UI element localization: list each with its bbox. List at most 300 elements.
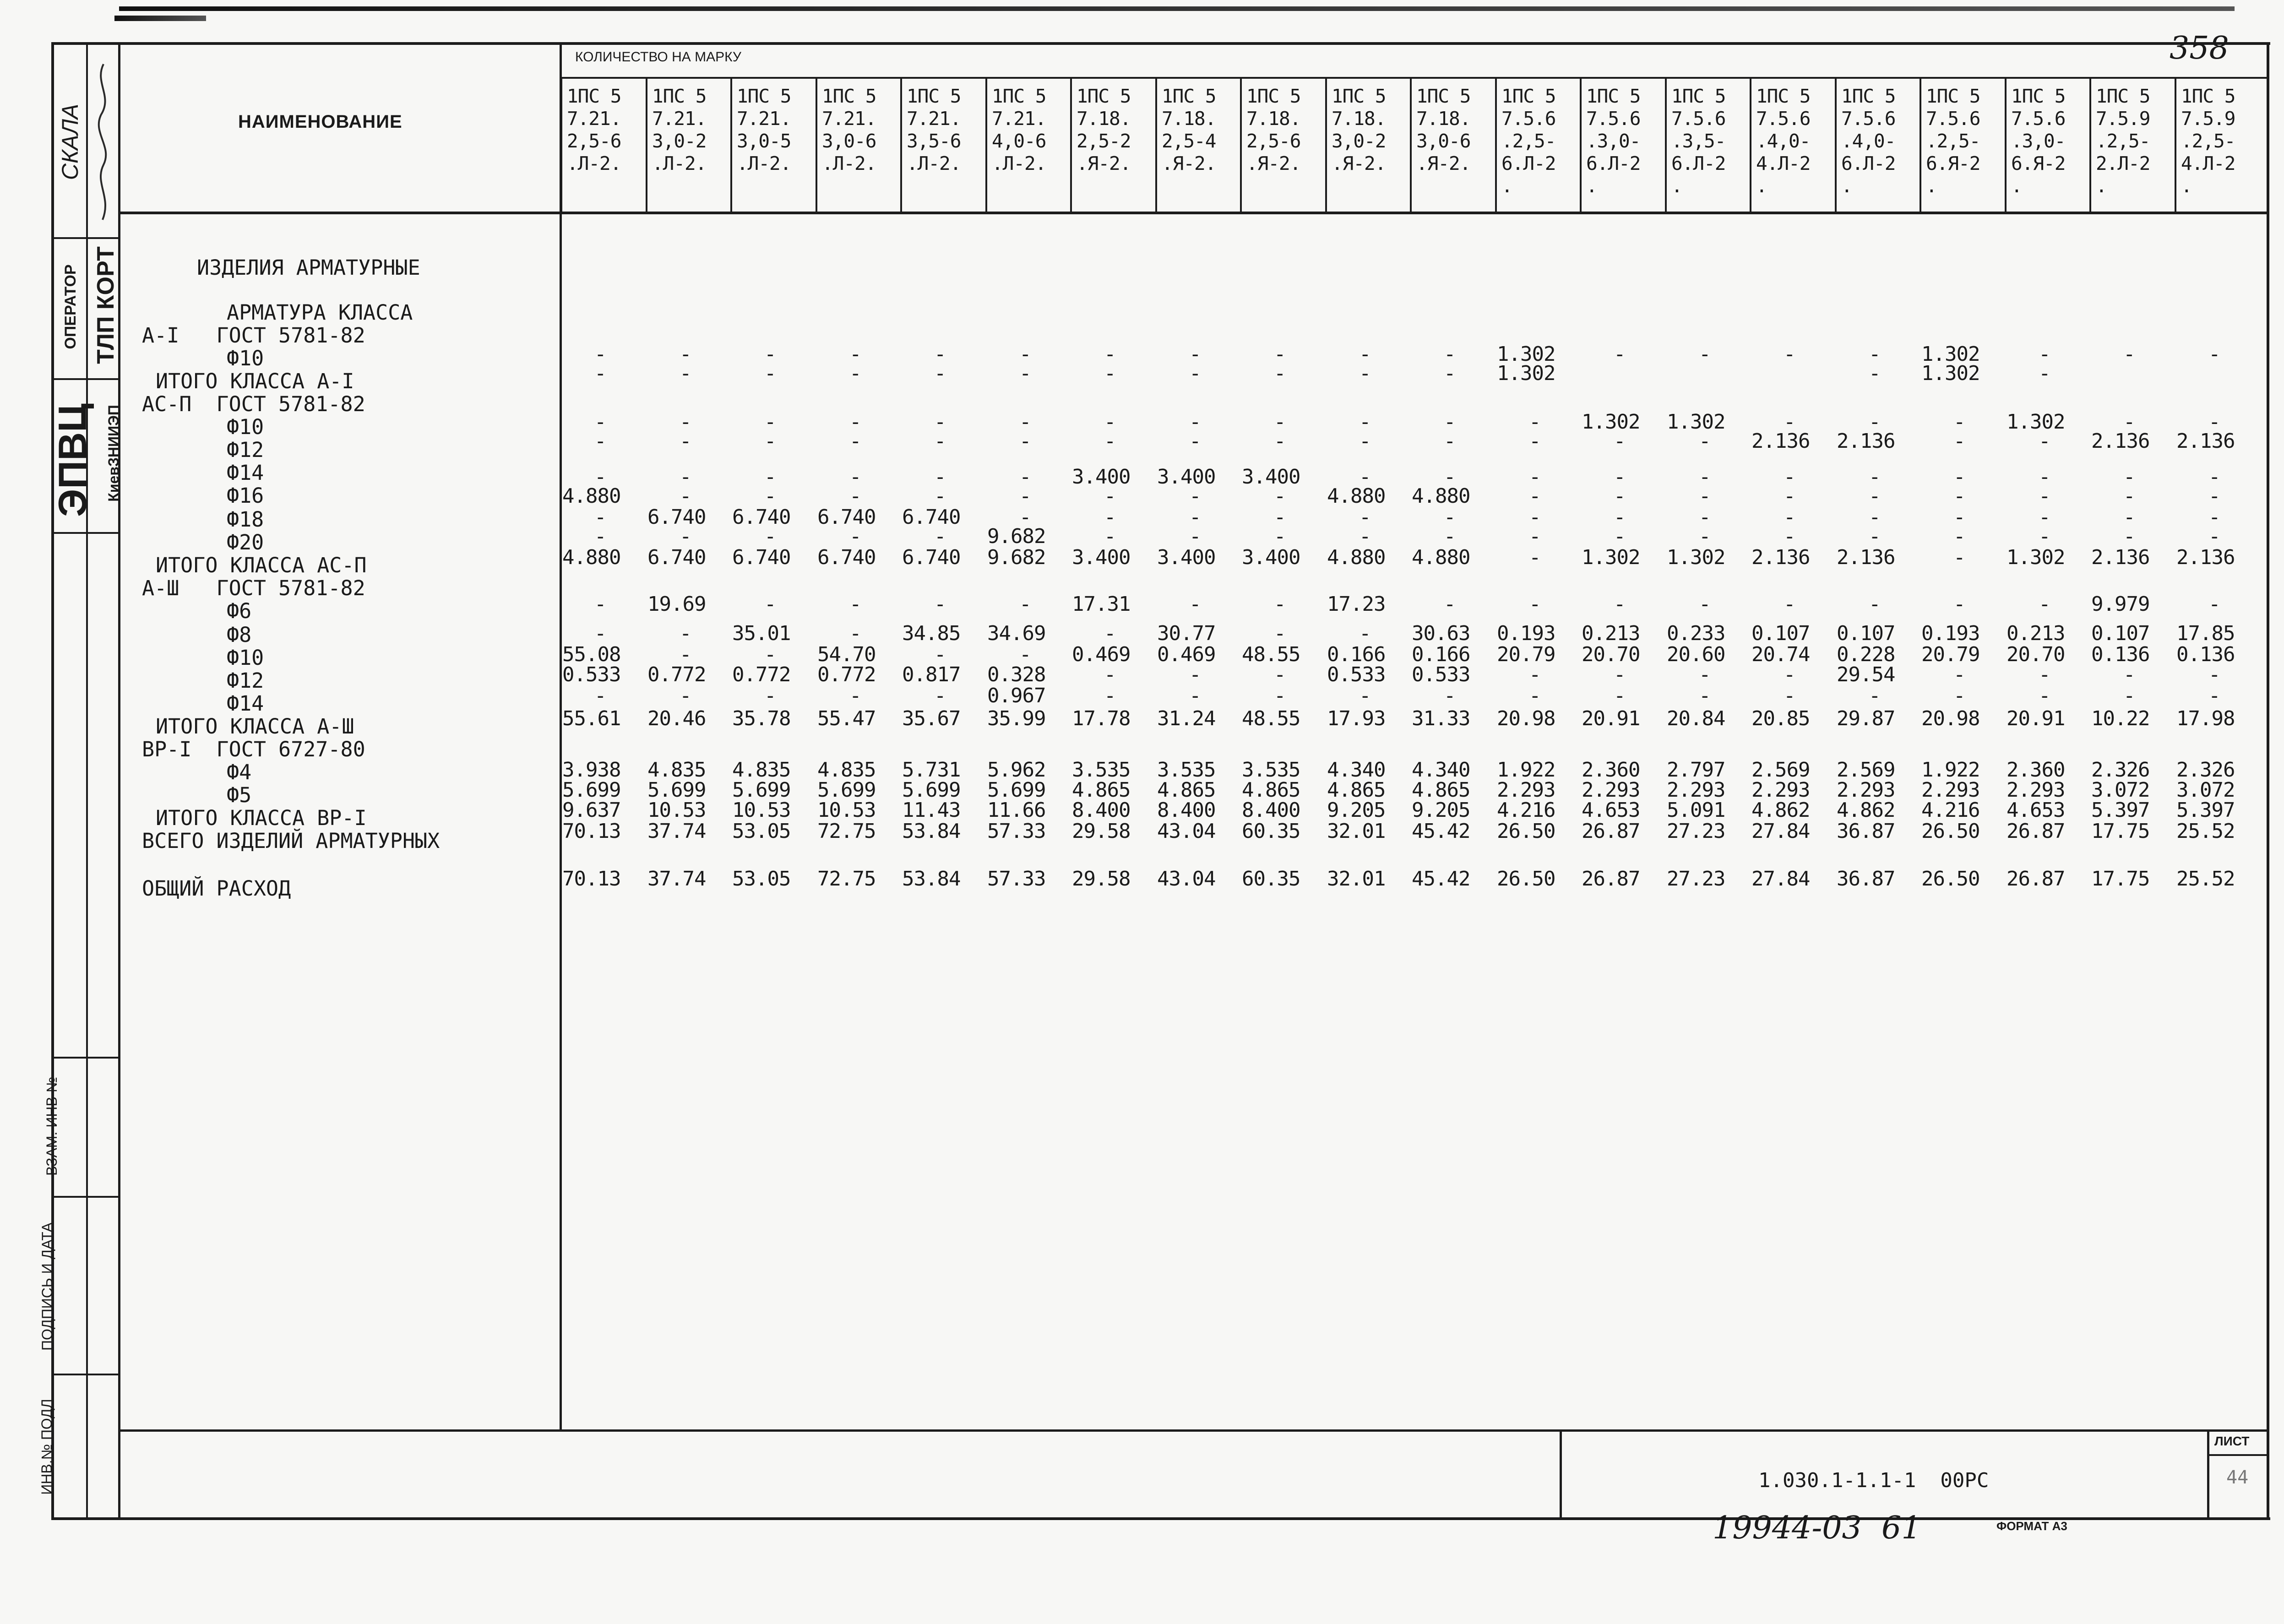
table-cell: -: [1529, 546, 1541, 569]
table-cell: 2.136: [2176, 429, 2235, 453]
column-header-line: 7.21.: [652, 108, 707, 130]
table-cell: 1.302: [1667, 546, 1725, 569]
table-cell: -: [2039, 663, 2050, 686]
table-cell: -: [2039, 505, 2050, 529]
table-cell: -: [1869, 525, 1881, 548]
column-header-line: .3,0-: [1586, 130, 1641, 152]
table-cell: 2.293: [1921, 778, 1980, 802]
table-cell: 1.302: [1921, 342, 1980, 366]
table-cell: 2.136: [1837, 429, 1895, 453]
table-cell: 5.397: [2176, 798, 2235, 822]
scan-top-edge-left: [114, 16, 206, 21]
row-label: Ф6: [227, 599, 252, 623]
list-box-left: [2207, 1429, 2209, 1520]
table-cell: 0.533: [1412, 663, 1470, 686]
table-cell: 2.293: [1667, 778, 1725, 802]
table-cell: -: [1189, 342, 1201, 366]
table-cell: 6.740: [902, 505, 961, 529]
row-label: А-I ГОСТ 5781-82: [142, 323, 365, 348]
table-cell: 1.922: [1497, 758, 1555, 782]
column-header: [985, 79, 1071, 212]
table-cell: -: [1274, 410, 1286, 434]
table-cell: -: [1359, 342, 1371, 366]
table-cell: 17.31: [1072, 592, 1131, 616]
column-header-line: 7.5.6: [1671, 108, 1726, 130]
table-cell: 17.85: [2176, 622, 2235, 645]
table-cell: -: [2123, 525, 2135, 548]
table-cell: 4.880: [562, 546, 621, 569]
table-cell: -: [1953, 592, 1965, 616]
table-cell: -: [1019, 465, 1031, 489]
row-label: Ф12: [227, 668, 264, 693]
table-cell: 1.302: [1667, 410, 1725, 434]
table-cell: 54.70: [817, 643, 876, 666]
column-header-line: .4,0-: [1756, 130, 1811, 152]
column-header-line: 6.Я-2: [2011, 152, 2066, 174]
signature-scribble: [90, 55, 117, 234]
table-cell: 4.835: [817, 758, 876, 782]
column-header-line: 7.5.6: [2011, 108, 2066, 130]
table-cell: 6.740: [817, 505, 876, 529]
column-header-line: .Л-2.: [992, 152, 1046, 174]
table-cell: -: [1869, 684, 1881, 707]
table-cell: -: [1614, 342, 1626, 366]
table-cell: -: [1784, 505, 1795, 529]
table-cell: 0.166: [1412, 643, 1470, 666]
table-cell: 55.47: [817, 707, 876, 730]
table-cell: 3.400: [1242, 546, 1300, 569]
table-cell: -: [594, 684, 606, 707]
table-cell: 4.216: [1497, 798, 1555, 822]
column-header-line: 7.5.6: [1926, 108, 1980, 130]
table-cell: -: [1359, 429, 1371, 453]
header-name-divider: [560, 42, 562, 1429]
table-cell: 0.817: [902, 663, 961, 686]
row-label: Ф5: [227, 783, 252, 807]
table-cell: 0.967: [987, 684, 1046, 707]
table-cell: -: [1444, 362, 1456, 385]
table-cell: -: [849, 362, 861, 385]
table-cell: -: [849, 525, 861, 548]
row-label: ИТОГО КЛАССА ВР-I: [156, 806, 367, 830]
column-header-line: 2.Л-2: [2096, 152, 2150, 174]
column-header-line: 1ПС 5: [1926, 85, 1980, 107]
table-cell: -: [1529, 505, 1541, 529]
table-cell: 29.58: [1072, 867, 1131, 891]
table-cell: -: [680, 622, 691, 645]
table-cell: 34.69: [987, 622, 1046, 645]
table-cell: -: [1189, 505, 1201, 529]
table-cell: 20.46: [647, 707, 706, 730]
stamp-sep-2: [51, 378, 120, 380]
table-cell: 0.166: [1327, 643, 1386, 666]
table-cell: -: [1274, 342, 1286, 366]
table-cell: -: [764, 342, 776, 366]
column-header-line: 4.Л-2: [2181, 152, 2235, 174]
table-cell: -: [680, 525, 691, 548]
table-cell: 0.469: [1157, 643, 1216, 666]
table-cell: -: [594, 342, 606, 366]
table-cell: 17.93: [1327, 707, 1386, 730]
table-cell: -: [849, 429, 861, 453]
table-cell: -: [1444, 410, 1456, 434]
table-cell: -: [764, 592, 776, 616]
column-header: [816, 79, 901, 212]
column-header-line: .Я-2.: [1162, 152, 1216, 174]
column-header-line: .: [1926, 175, 1937, 197]
table-cell: -: [1869, 410, 1881, 434]
table-cell: -: [2208, 592, 2220, 616]
table-cell: -: [2123, 342, 2135, 366]
table-cell: -: [1359, 410, 1371, 434]
table-cell: 60.35: [1242, 867, 1300, 891]
row-label: Ф10: [227, 346, 264, 370]
column-header-line: 1ПС 5: [822, 85, 876, 107]
table-cell: -: [1104, 684, 1116, 707]
table-cell: -: [594, 525, 606, 548]
table-cell: 20.98: [1921, 707, 1980, 730]
table-cell: -: [1019, 342, 1031, 366]
row-label: ОБЩИЙ РАСХОД: [142, 876, 291, 901]
row-label: Ф10: [227, 415, 264, 439]
table-cell: 36.87: [1837, 867, 1895, 891]
table-cell: 30.77: [1157, 622, 1216, 645]
table-cell: 32.01: [1327, 820, 1386, 843]
column-header: [1155, 79, 1240, 212]
column-header-line: 2,5-6: [1246, 130, 1301, 152]
table-cell: 43.04: [1157, 867, 1216, 891]
table-cell: 35.99: [987, 707, 1046, 730]
column-header: [1410, 79, 1495, 212]
column-header: [900, 79, 985, 212]
table-cell: 0.772: [817, 663, 876, 686]
table-cell: -: [2039, 684, 2050, 707]
table-cell: -: [2039, 592, 2050, 616]
table-cell: -: [1869, 362, 1881, 385]
table-cell: 20.60: [1667, 643, 1725, 666]
table-cell: 60.35: [1242, 820, 1300, 843]
table-cell: 37.74: [647, 820, 706, 843]
table-cell: -: [1444, 525, 1456, 548]
table-cell: 48.55: [1242, 643, 1300, 666]
table-cell: 53.84: [902, 867, 961, 891]
column-header-line: 7.18.: [1332, 108, 1386, 130]
table-cell: 6.740: [732, 546, 791, 569]
table-cell: 0.193: [1497, 622, 1555, 645]
table-cell: -: [1019, 410, 1031, 434]
column-header: [1325, 79, 1410, 212]
table-cell: -: [1699, 525, 1711, 548]
table-cell: -: [1444, 429, 1456, 453]
table-cell: -: [1614, 663, 1626, 686]
table-cell: -: [2208, 505, 2220, 529]
table-cell: -: [934, 525, 946, 548]
column-header-line: 7.21.: [907, 108, 961, 130]
table-cell: 48.55: [1242, 707, 1300, 730]
header-bottom-line: [120, 212, 2269, 214]
row-label: Ф10: [227, 646, 264, 670]
table-cell: 3.535: [1242, 758, 1300, 782]
table-cell: 29.58: [1072, 820, 1131, 843]
row-label: Ф14: [227, 691, 264, 716]
table-cell: 55.61: [562, 707, 621, 730]
column-header-line: 6.Я-2: [1926, 152, 1980, 174]
list-box-mid: [2207, 1454, 2269, 1456]
column-header-line: .2,5-: [1926, 130, 1980, 152]
table-cell: 4.862: [1837, 798, 1895, 822]
table-cell: 0.107: [1751, 622, 1810, 645]
row-label: Ф14: [227, 461, 264, 485]
table-cell: -: [680, 484, 691, 508]
table-cell: -: [1019, 592, 1031, 616]
table-cell: -: [1869, 484, 1881, 508]
table-cell: -: [1019, 429, 1031, 453]
stamp-sep-3: [51, 532, 120, 534]
table-cell: -: [1699, 465, 1711, 489]
column-header-line: 2,5-6: [567, 130, 621, 152]
table-cell: 20.79: [1497, 643, 1555, 666]
column-header-line: .Я-2.: [1416, 152, 1471, 174]
table-cell: -: [1529, 410, 1541, 434]
table-cell: -: [1784, 342, 1795, 366]
table-cell: 5.699: [562, 778, 621, 802]
table-cell: -: [1274, 684, 1286, 707]
table-cell: 6.740: [647, 546, 706, 569]
document-code: 1.030.1-1.1-1 00РС: [1758, 1469, 1989, 1492]
column-header-line: 6.Л-2: [1671, 152, 1726, 174]
table-cell: 25.52: [2176, 867, 2235, 891]
table-cell: -: [764, 429, 776, 453]
table-cell: 2.136: [1751, 546, 1810, 569]
table-cell: -: [1953, 484, 1965, 508]
table-cell: 2.797: [1667, 758, 1725, 782]
table-cell: 25.52: [2176, 820, 2235, 843]
table-cell: -: [1614, 429, 1626, 453]
column-header: [1580, 79, 1665, 212]
table-cell: -: [764, 684, 776, 707]
table-cell: -: [2123, 684, 2135, 707]
table-cell: 4.865: [1412, 778, 1470, 802]
column-header-line: 2,5-2: [1077, 130, 1131, 152]
table-cell: 4.865: [1157, 778, 1216, 802]
table-cell: 4.835: [732, 758, 791, 782]
table-cell: 8.400: [1242, 798, 1300, 822]
table-cell: -: [2208, 465, 2220, 489]
table-cell: 20.70: [2007, 643, 2065, 666]
stamp-vzam-inv: ВЗАМ. ИНВ №: [44, 1076, 60, 1176]
table-cell: 35.01: [732, 622, 791, 645]
table-cell: 4.880: [1327, 546, 1386, 569]
table-cell: -: [934, 429, 946, 453]
table-cell: -: [1104, 342, 1116, 366]
table-cell: 9.205: [1327, 798, 1386, 822]
table-cell: -: [849, 684, 861, 707]
column-header-line: 7.5.6: [1586, 108, 1641, 130]
column-header-line: 3,0-2: [652, 130, 707, 152]
handwritten-number: 19944-03 61: [1713, 1510, 1921, 1546]
column-header-line: 1ПС 5: [1332, 85, 1386, 107]
table-cell: 20.85: [1751, 707, 1810, 730]
table-cell: 4.880: [1327, 484, 1386, 508]
table-cell: -: [1189, 362, 1201, 385]
column-header-line: 1ПС 5: [1841, 85, 1896, 107]
table-cell: 4.865: [1242, 778, 1300, 802]
column-header: [1495, 79, 1580, 212]
column-header-line: .: [2011, 175, 2022, 197]
column-header-line: .Л-2.: [907, 152, 961, 174]
table-cell: -: [1784, 525, 1795, 548]
table-cell: -: [2208, 342, 2220, 366]
table-cell: 10.53: [732, 798, 791, 822]
row-label: АРМАТУРА КЛАССА: [227, 300, 413, 325]
table-cell: 5.699: [732, 778, 791, 802]
column-header-line: .3,5-: [1671, 130, 1726, 152]
column-header-line: 7.21.: [567, 108, 621, 130]
table-cell: -: [764, 362, 776, 385]
table-cell: -: [1784, 592, 1795, 616]
table-cell: 3.400: [1072, 546, 1131, 569]
column-header-line: .: [2096, 175, 2107, 197]
column-header-line: 1ПС 5: [1671, 85, 1726, 107]
table-cell: 26.87: [2007, 820, 2065, 843]
table-cell: 72.75: [817, 867, 876, 891]
table-cell: -: [1019, 362, 1031, 385]
table-cell: 53.84: [902, 820, 961, 843]
table-cell: -: [1699, 592, 1711, 616]
column-header-line: .4,0-: [1841, 130, 1896, 152]
table-cell: -: [1699, 663, 1711, 686]
table-cell: 0.193: [1921, 622, 1980, 645]
table-cell: 27.23: [1667, 820, 1725, 843]
column-header-line: .: [1671, 175, 1682, 197]
sheet-number: 358: [2170, 30, 2229, 66]
table-cell: -: [2123, 663, 2135, 686]
table-cell: -: [1104, 622, 1116, 645]
table-cell: -: [1869, 592, 1881, 616]
title-block-divider: [1560, 1429, 1562, 1520]
table-cell: 43.04: [1157, 820, 1216, 843]
table-cell: -: [934, 410, 946, 434]
frame-top: [54, 42, 2270, 45]
row-label: Ф20: [227, 530, 264, 554]
table-cell: -: [934, 592, 946, 616]
table-cell: 26.50: [1921, 820, 1980, 843]
table-cell: -: [1953, 410, 1965, 434]
table-cell: 30.63: [1412, 622, 1470, 645]
column-header-line: 1ПС 5: [907, 85, 961, 107]
table-cell: 2.293: [1582, 778, 1640, 802]
table-cell: 1.302: [1497, 342, 1555, 366]
table-cell: -: [594, 592, 606, 616]
table-cell: 10.53: [647, 798, 706, 822]
stamp-podpis-data: ПОДПИСЬ И ДАТА: [39, 1222, 55, 1351]
table-cell: -: [1019, 505, 1031, 529]
table-cell: 70.13: [562, 820, 621, 843]
column-header-line: 7.18.: [1416, 108, 1471, 130]
table-cell: 55.08: [562, 643, 621, 666]
table-cell: -: [1189, 484, 1201, 508]
table-cell: 0.213: [2007, 622, 2065, 645]
table-cell: 5.731: [902, 758, 961, 782]
table-cell: 36.87: [1837, 820, 1895, 843]
table-cell: 27.23: [1667, 867, 1725, 891]
page-title: НАИМЕНОВАНИЕ: [238, 112, 402, 132]
table-cell: 53.05: [732, 867, 791, 891]
table-cell: 9.682: [987, 525, 1046, 548]
column-header-line: 7.21.: [737, 108, 791, 130]
table-cell: 26.50: [1921, 867, 1980, 891]
table-cell: -: [1869, 505, 1881, 529]
stamp-tlp-kort: ТЛП КОРТ: [92, 246, 119, 364]
table-cell: -: [1614, 465, 1626, 489]
column-header-line: .: [1841, 175, 1852, 197]
table-cell: -: [1529, 429, 1541, 453]
table-cell: 6.740: [647, 505, 706, 529]
table-cell: -: [1274, 663, 1286, 686]
table-cell: 9.979: [2091, 592, 2150, 616]
table-cell: 0.233: [1667, 622, 1725, 645]
table-cell: 1.922: [1921, 758, 1980, 782]
table-cell: -: [2039, 484, 2050, 508]
table-cell: 17.75: [2091, 867, 2150, 891]
table-cell: 3.400: [1157, 546, 1216, 569]
table-cell: 0.228: [1837, 643, 1895, 666]
table-cell: 29.54: [1837, 663, 1895, 686]
table-cell: -: [849, 465, 861, 489]
table-cell: 29.87: [1837, 707, 1895, 730]
frame-bottom: [51, 1517, 2270, 1520]
table-cell: -: [2208, 525, 2220, 548]
table-cell: -: [1699, 684, 1711, 707]
column-header: [646, 79, 731, 212]
table-cell: -: [1614, 525, 1626, 548]
column-header-line: 1ПС 5: [992, 85, 1046, 107]
table-cell: 2.569: [1751, 758, 1810, 782]
stamp-sep-6: [51, 1374, 120, 1375]
table-cell: 11.66: [987, 798, 1046, 822]
column-header-line: 1ПС 5: [2011, 85, 2066, 107]
list-label: ЛИСТ: [2214, 1434, 2250, 1448]
table-cell: -: [1529, 684, 1541, 707]
stamp-sep-1: [51, 237, 120, 239]
column-header-line: 7.5.9: [2096, 108, 2150, 130]
table-cell: -: [2039, 362, 2050, 385]
table-cell: -: [1274, 505, 1286, 529]
column-header-line: .2,5-: [1501, 130, 1556, 152]
table-cell: 3.400: [1157, 465, 1216, 489]
table-cell: 27.84: [1751, 820, 1810, 843]
table-cell: -: [1104, 505, 1116, 529]
table-cell: 5.397: [2091, 798, 2150, 822]
table-cell: -: [764, 484, 776, 508]
table-cell: -: [849, 592, 861, 616]
table-cell: -: [2123, 410, 2135, 434]
column-header-line: .Л-2.: [652, 152, 707, 174]
row-label: Ф12: [227, 438, 264, 462]
table-cell: -: [1614, 505, 1626, 529]
column-header-line: 2,5-4: [1162, 130, 1216, 152]
table-cell: 4.340: [1327, 758, 1386, 782]
table-cell: 2.136: [2091, 546, 2150, 569]
format-label: ФОРМАТ А3: [1996, 1519, 2067, 1533]
table-cell: 20.91: [1582, 707, 1640, 730]
table-cell: -: [594, 429, 606, 453]
table-cell: -: [1953, 525, 1965, 548]
table-cell: 0.107: [2091, 622, 2150, 645]
table-cell: 11.43: [902, 798, 961, 822]
table-cell: -: [1274, 429, 1286, 453]
column-header: [2005, 79, 2090, 212]
